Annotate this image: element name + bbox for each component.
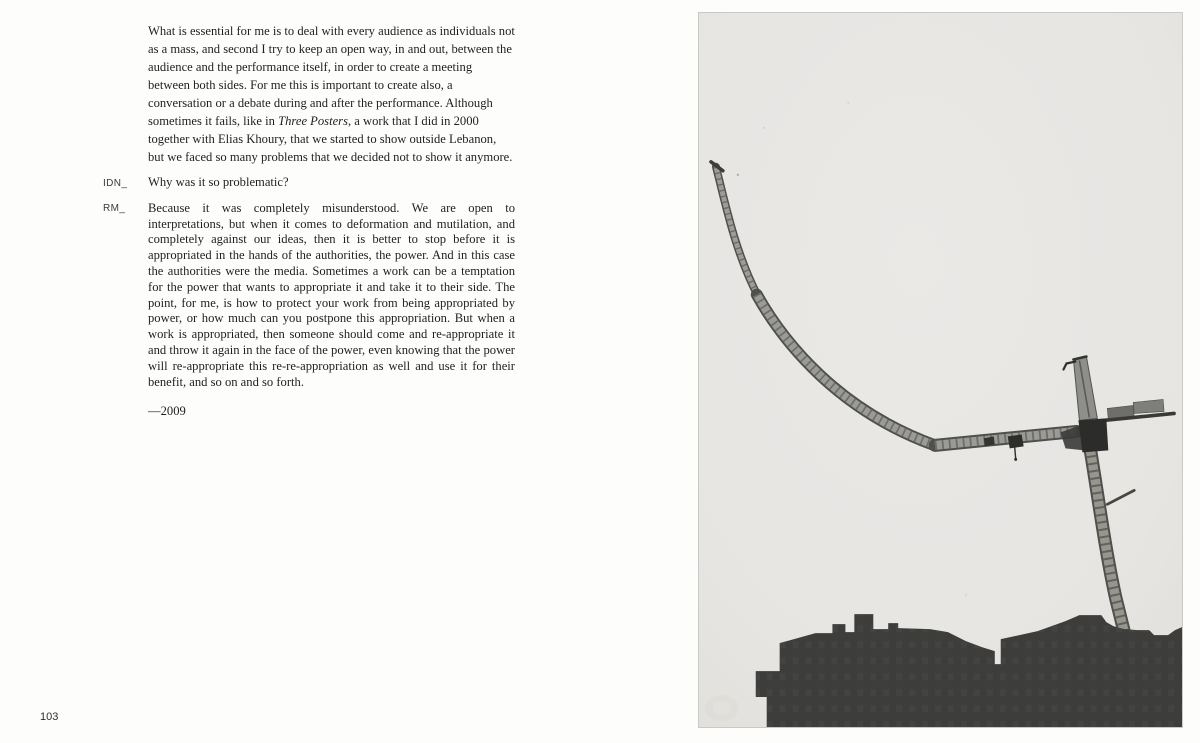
date-line: —2009: [148, 404, 186, 419]
crane-photo: [698, 12, 1183, 728]
paragraph-text-before-italic: What is essential for me is to deal with every audience as individuals not as a mass, and second I try to keep an open way, in and out, between the audience and the performance itself, in order to create a meeting between both sides. For me this is important to create also, a conversation or a debate during and after the performance. Although sometimes it fails, like in: [148, 24, 515, 128]
question-block: [103, 175, 515, 191]
interviewer-label: IDN_: [103, 177, 128, 189]
photo-sky: [699, 13, 1182, 727]
work-title-italic: Three Posters,: [278, 114, 352, 128]
interviewee-label: RM_: [103, 203, 126, 215]
crane-photo-svg: [699, 13, 1182, 727]
answer-block: [103, 201, 515, 391]
question-text: Why was it so problematic?: [148, 175, 289, 189]
page-number: 103: [40, 711, 59, 723]
paragraph-continued: [103, 22, 515, 166]
date-block: [103, 404, 515, 420]
paragraph-continued-text: [148, 24, 515, 164]
paragraph-text-after-italic: a work that I did in 2000 together with Elias Khoury, that we started to show outside Lebanon, but we faced so many problems that we decided not to show it anymore.: [148, 114, 513, 164]
interview-text-block: [103, 22, 515, 420]
answer-text: Because it was completely misunderstood. We are open to interpretations, but when it comes to deformation and mutilation, and completely against our ideas, then it is better to stop before it is appropriated in the hands of the authorities, the power. And in this case the authorities were the media. Sometimes a work can be a temptation for the power that wants to appropriate it and take it to their side. The point, for me, is how to protect your work from being appropriated by power, or how much can you postpone this appropriation. But when a work is appropriated, then someone should come and re-appropriate it and throw it again in the face of the power, even knowing that the power will re-appropriate this re-re-appropriation as well and use it for their benefit, and so on and so forth.: [148, 200, 515, 389]
